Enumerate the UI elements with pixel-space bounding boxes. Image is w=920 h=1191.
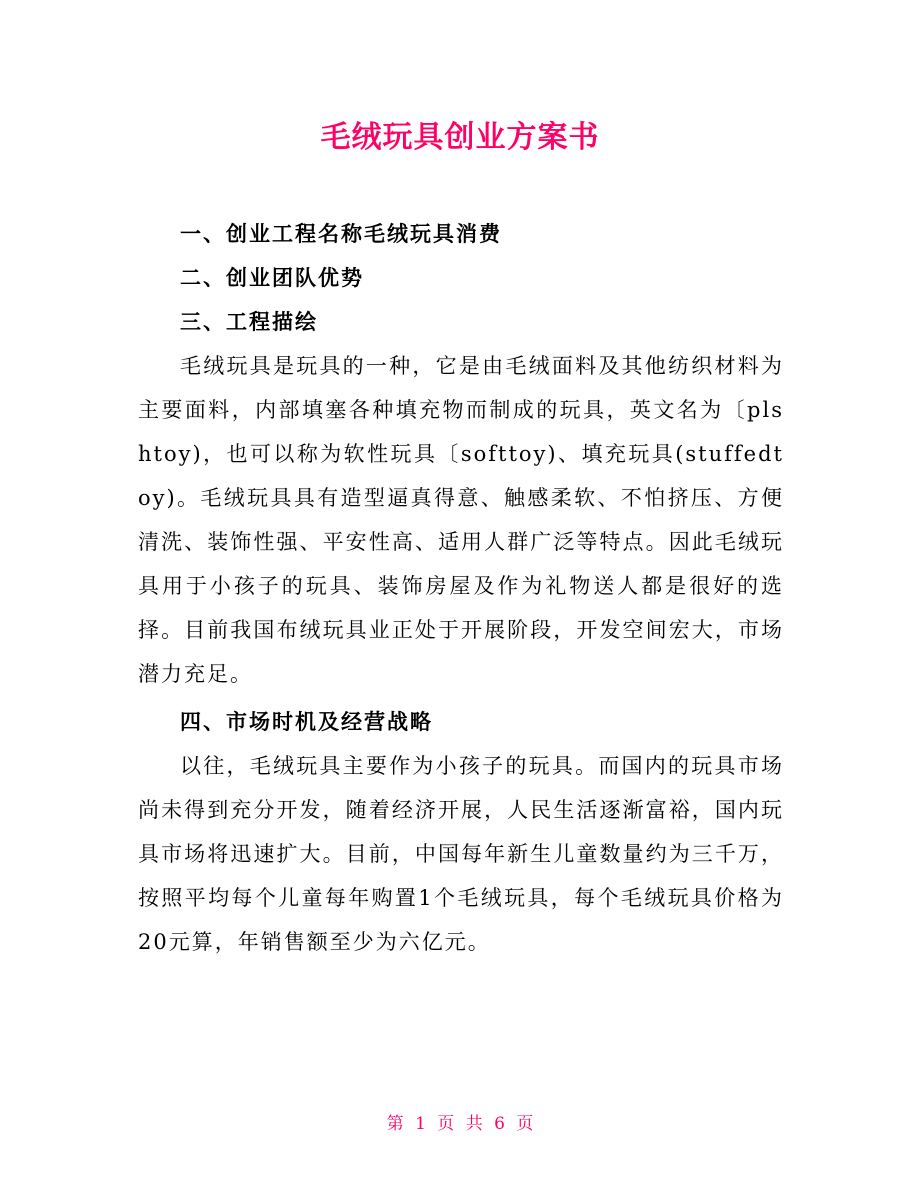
section-heading-2: 二、创业团队优势	[180, 266, 364, 290]
document-body	[138, 212, 784, 964]
section-heading-4: 四、市场时机及经营战略	[180, 710, 433, 734]
section-heading-3: 三、工程描绘	[180, 310, 318, 334]
section-paragraph-3: 毛绒玩具是玩具的一种，它是由毛绒面料及其他纺织材料为主要面料，内部填塞各种填充物而制成的玩具，英文名为〔plshtoy)，也可以称为软性玩具〔softtoy)、填充玩具(stuffedtoy)。毛绒玩具具有造型逼真得意、触感柔软、不怕挤压、方便清洗、装饰性强、平安性高、适用人群广泛等特点。因此毛绒玩具用于小孩子的玩具、装饰房屋及作为礼物送人都是很好的选择。目前我国布绒玩具业正处于开展阶段，开发空间宏大，市场潜力充足。	[138, 354, 784, 686]
document-title: 毛绒玩具创业方案书	[320, 120, 600, 155]
section-heading-1: 一、创业工程名称毛绒玩具消费	[180, 222, 502, 246]
section-paragraph-4: 以往，毛绒玩具主要作为小孩子的玩具。而国内的玩具市场尚未得到充分开发，随着经济开展，人民生活逐渐富裕，国内玩具市场将迅速扩大。目前，中国每年新生儿童数量约为三千万，按照平均每个儿童每年购置1个毛绒玩具，每个毛绒玩具价格为20元算，年销售额至少为六亿元。	[138, 754, 784, 954]
page-number-footer: 第 1 页 共 6 页	[386, 1114, 534, 1134]
